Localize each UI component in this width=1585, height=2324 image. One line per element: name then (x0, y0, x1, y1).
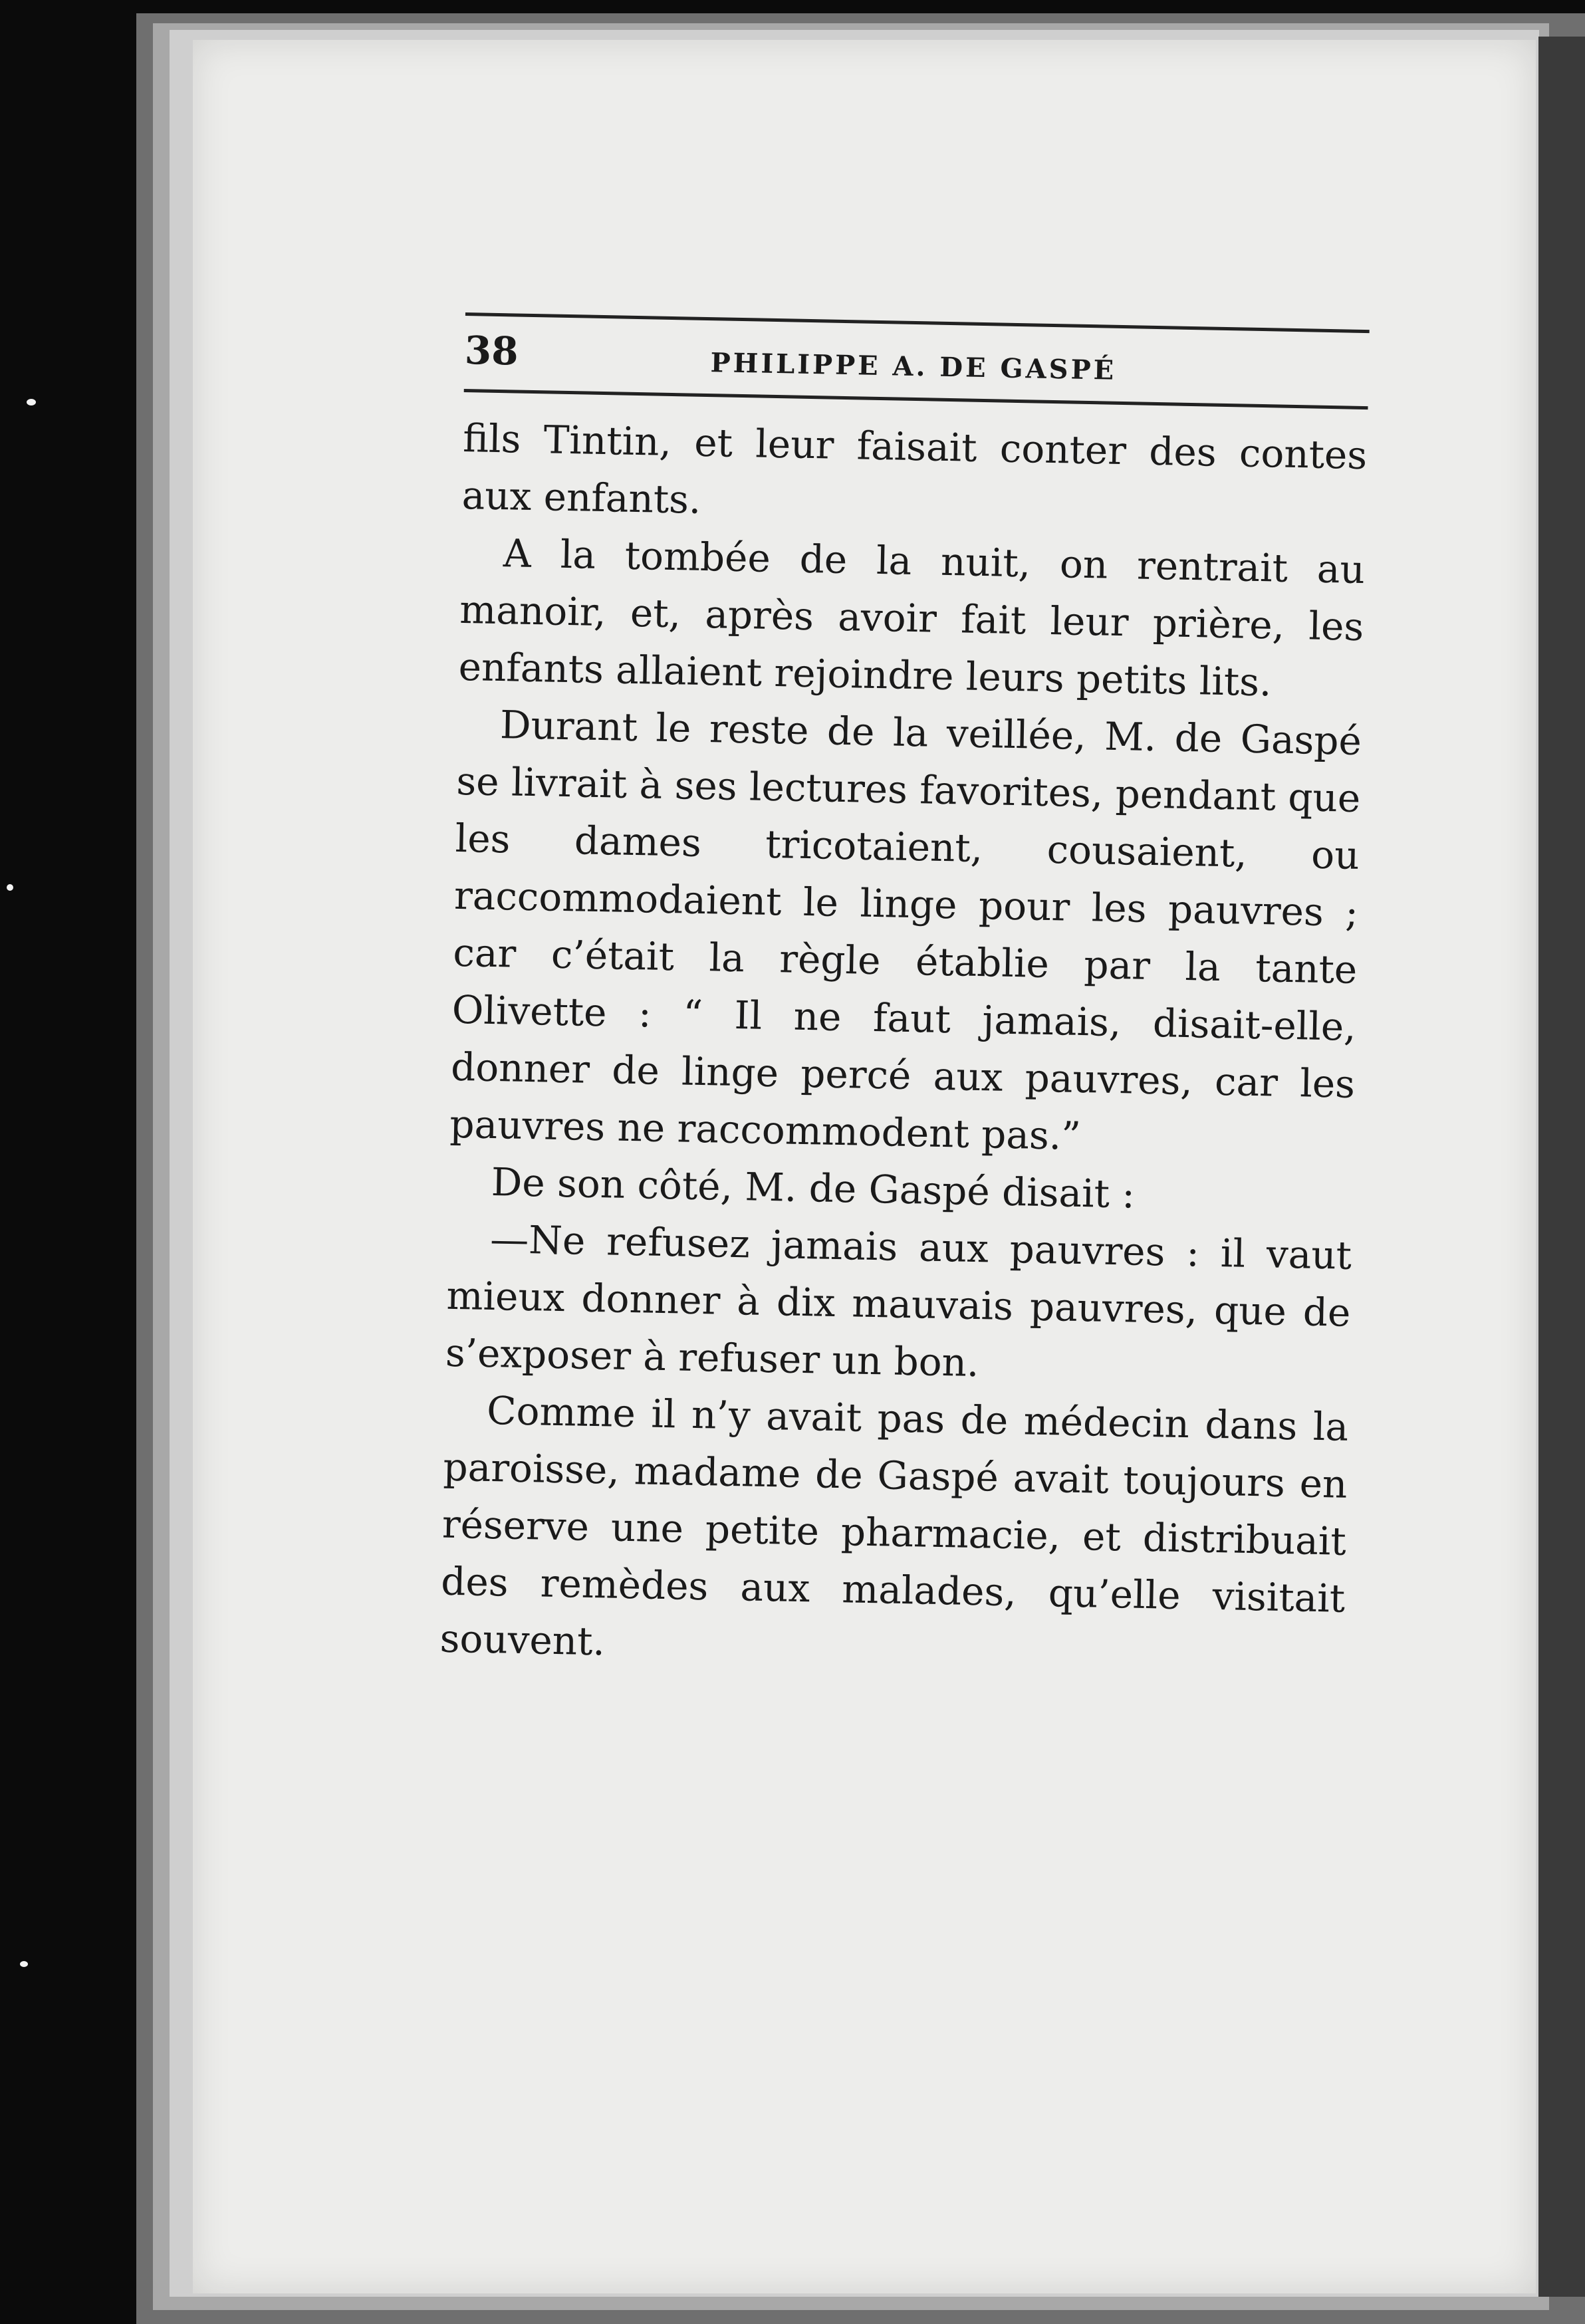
paragraph: Durant le reste de la veillée, M. de Gaspé se livrait à ses lectures favorites, pendant que les dames tricotaient, cousaient, ou raccommodaient le linge pour les pauvres ; car c’était la règle établie par la tante Olivette : “ Il ne faut jamais, disait-elle, donner de linge percé aux pauvres, car les pauvres ne raccommodent pas.” (449, 702, 1362, 1159)
paragraph: De son côté, M. de Gaspé disait : (491, 1159, 1136, 1217)
page-content (439, 312, 1370, 1685)
paragraph: —Ne refusez jamais aux pauvres : il vaut mieux donner à dix mauvais pauvres, que de s’exposer à refuser un bon. (445, 1216, 1352, 1386)
running-head: PHILIPPE A. DE GASPÉ (710, 347, 1117, 386)
body-text (439, 409, 1368, 1685)
book-right-edge (1538, 37, 1585, 2297)
dust-speck (7, 884, 13, 891)
dust-speck (27, 399, 36, 406)
paragraph: fils Tintin, et leur faisait conter des contes aux enfants. (461, 415, 1368, 523)
dust-speck (20, 1961, 28, 1967)
page-number: 38 (464, 327, 519, 374)
paragraph: A la tombée de la nuit, on rentrait au manoir, et, après avoir fait leur prière, les enfants allaient rejoindre leurs petits lits. (458, 530, 1366, 705)
paragraph: Comme il n’y avait pas de médecin dans la paroisse, madame de Gaspé avait toujours en réserve une petite pharmacie, et distribuait des remèdes aux malades, qu’elle visitait souvent. (439, 1387, 1349, 1665)
